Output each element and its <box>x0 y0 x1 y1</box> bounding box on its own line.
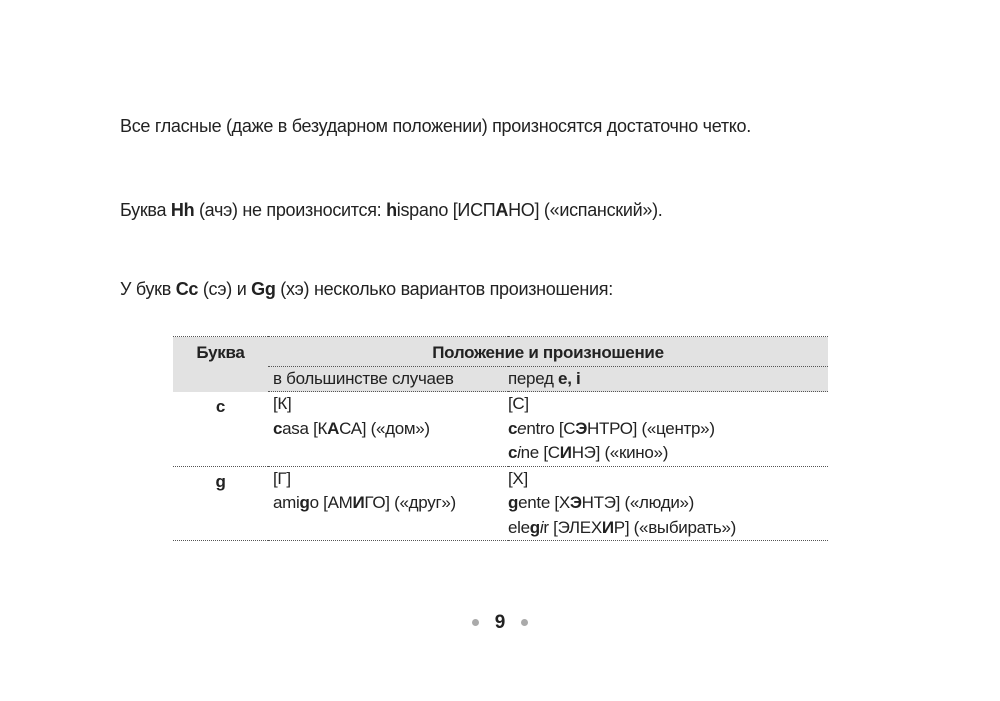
dot-ornament <box>472 619 479 626</box>
cell-line <box>508 417 828 442</box>
bold-text: Э <box>569 493 582 512</box>
italic-text: i <box>517 443 521 462</box>
header-position: Положение и произношение <box>268 337 828 367</box>
text-segment: (сэ) и <box>198 279 252 299</box>
paragraph-letters-c-g <box>120 279 613 300</box>
cell-line <box>508 516 828 541</box>
text-segment: в большинстве случаев <box>273 368 454 388</box>
bold-text: А <box>495 200 509 220</box>
bold-text: g <box>508 493 519 512</box>
text-segment: ispano [ИСП <box>396 200 496 220</box>
bold-text: e, i <box>558 368 581 388</box>
subheader-before-e-i <box>508 366 828 392</box>
bold-text: И <box>559 443 572 462</box>
row-letter: c <box>173 392 268 467</box>
bold-text: g <box>529 517 540 537</box>
text-segment: ami <box>273 493 300 512</box>
text-segment: Все гласные (даже в безударном положении) произносятся достаточно четко. <box>120 116 751 136</box>
text-segment: НО] («испанский»). <box>508 200 663 220</box>
before-e-i-cell <box>508 466 828 541</box>
cell-line <box>508 392 828 417</box>
header-letter: Буква <box>173 337 268 392</box>
bold-text: Э <box>575 418 588 438</box>
text-segment: У букв <box>120 279 176 299</box>
text-segment: [Г] <box>273 468 291 488</box>
text-segment: Р] («выбирать») <box>613 517 736 537</box>
bold-text: h <box>386 200 397 220</box>
text-segment: ГО] («друг») <box>364 493 456 512</box>
text-segment: [С] <box>508 394 529 413</box>
bold-text: g <box>299 493 310 512</box>
text-segment: [Х] <box>508 468 528 488</box>
dot-ornament <box>521 619 528 626</box>
cell-line <box>508 467 828 492</box>
cell-line <box>273 467 508 492</box>
bold-text: И <box>601 517 614 537</box>
bold-text: c <box>508 418 518 438</box>
most-cases-cell <box>268 392 508 467</box>
text-segment: ente [Х <box>518 493 570 512</box>
text-segment: (хэ) несколько вариантов произношения: <box>275 279 613 299</box>
bold-text: Hh <box>170 200 195 220</box>
bold-text: А <box>327 418 340 438</box>
italic-text: e <box>517 418 527 438</box>
text-segment: r [ЭЛЕХ <box>543 517 602 537</box>
bold-text: c <box>508 443 518 462</box>
bold-text: Gg <box>251 279 276 299</box>
bold-text: Cc <box>175 279 199 299</box>
subheader-most-cases <box>268 366 508 392</box>
page-number: 9 <box>494 612 506 633</box>
text-segment: o [АМ <box>309 493 353 512</box>
cell-line <box>273 392 508 417</box>
bold-text: И <box>352 493 365 512</box>
text-segment: НТЭ] («люди») <box>581 493 695 512</box>
text-segment: НТРО] («центр») <box>587 418 715 438</box>
before-e-i-cell <box>508 392 828 467</box>
page-footer <box>0 612 1000 634</box>
text-segment: ele <box>508 517 530 537</box>
paragraph-letter-h <box>120 200 662 221</box>
paragraph-vowels <box>120 116 751 137</box>
text-segment: ntro [С <box>526 418 576 438</box>
most-cases-cell <box>268 466 508 541</box>
text-segment: перед <box>508 368 559 388</box>
text-segment: [К] <box>273 394 292 413</box>
cell-line <box>273 491 508 516</box>
cell-line <box>273 417 508 442</box>
text-segment: asa [К <box>282 418 328 438</box>
cell-line <box>508 441 828 466</box>
text-segment: Буква <box>120 200 171 220</box>
cell-line <box>508 491 828 516</box>
pronunciation-table <box>173 336 828 541</box>
italic-text: i <box>539 517 544 537</box>
text-segment: ne [С <box>520 443 560 462</box>
text-segment: (ачэ) не произносится: <box>194 200 387 220</box>
row-letter: g <box>173 466 268 541</box>
text-segment: НЭ] («кино») <box>571 443 669 462</box>
table-row-c <box>173 392 828 467</box>
table-row-g <box>173 466 828 541</box>
text-segment: СА] («дом») <box>339 418 430 438</box>
bold-text: c <box>273 418 283 438</box>
